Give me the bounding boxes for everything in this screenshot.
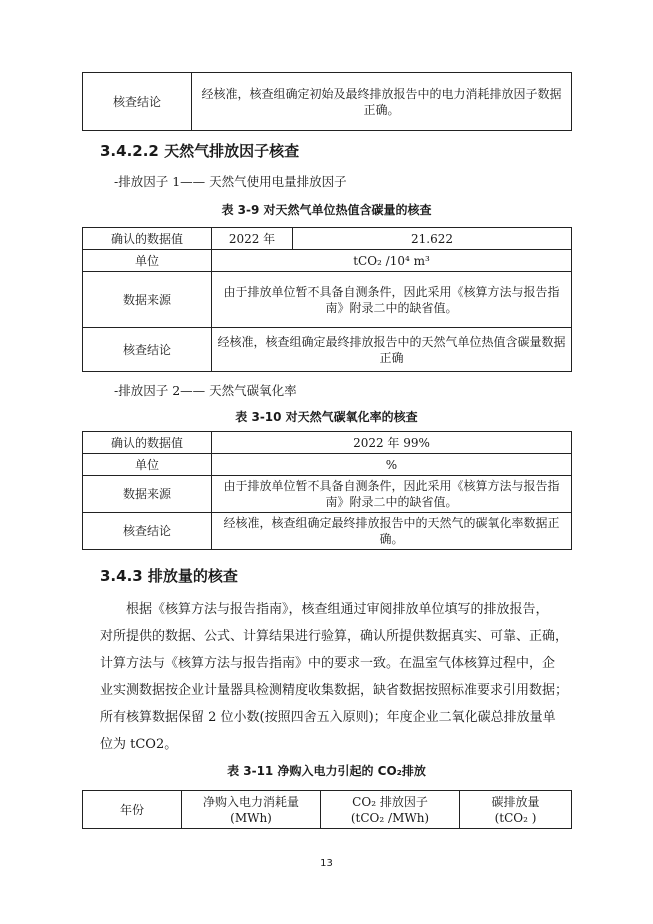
- paragraph-line: 位为 tCO2。: [100, 737, 178, 752]
- paragraph-line: 业实测数据按企业计量器具检测精度收集数据，缺省数据按照标准要求引用数据；: [100, 683, 569, 698]
- conclusion-cell: 经核准，核查组确定最终排放报告中的天然气的碳氧化率数据正确。: [212, 513, 572, 550]
- table-row: [83, 476, 572, 513]
- table-3-9: [82, 227, 572, 372]
- row-label: 数据来源: [83, 476, 212, 513]
- header-emission-factor: CO₂ 排放因子 (tCO₂ /MWh): [321, 791, 460, 829]
- conclusion-cell: 经核准，核查组确定最终排放报告中的天然气单位热值含碳量数据正确: [212, 328, 572, 372]
- row-label: 单位: [83, 454, 212, 476]
- row-label: 确认的数据值: [83, 228, 212, 250]
- header-consumption: 净购入电力消耗量 (MWh): [182, 791, 321, 829]
- table-row: [83, 513, 572, 550]
- unit-cell: tCO₂ /10⁴ m³: [212, 250, 572, 272]
- factor1-heading: -排放因子 1—— 天然气使用电量排放因子: [114, 174, 347, 189]
- year-cell: 2022 年: [212, 228, 293, 250]
- paragraph-line: 计算方法与《核算方法与报告指南》中的要求一致。在温室气体核算过程中，企: [100, 656, 556, 671]
- table-3-9-caption: 表 3-9 对天然气单位热值含碳量的核查: [221, 203, 432, 217]
- paragraph-line: 所有核算数据保留 2 位小数(按照四舍五入原则)；年度企业二氧化碳总排放量单: [100, 710, 556, 725]
- section-title-343: 3.4.3 排放量的核查: [100, 567, 238, 585]
- top-table-label: 核查结论: [83, 73, 192, 131]
- table-row: [83, 272, 572, 328]
- header-year: 年份: [83, 791, 182, 829]
- unit-cell: %: [212, 454, 572, 476]
- value-cell: 2022 年 99%: [212, 432, 572, 454]
- table-row: [83, 328, 572, 372]
- row-label: 核查结论: [83, 513, 212, 550]
- paragraph-line: 根据《核算方法与报告指南》，核查组通过审阅排放单位填写的排放报告，: [126, 602, 549, 617]
- value-cell: 21.622: [293, 228, 572, 250]
- table-3-11: [82, 790, 572, 829]
- section-title-3422: 3.4.2.2 天然气排放因子核查: [100, 142, 300, 160]
- source-cell: 由于排放单位暂不具备自测条件，因此采用《核算方法与报告指南》附录二中的缺省值。: [212, 476, 572, 513]
- paragraph-line: 对所提供的数据、公式、计算结果进行验算，确认所提供数据真实、可靠、正确，: [100, 629, 569, 644]
- row-label: 数据来源: [83, 272, 212, 328]
- table-3-11-caption: 表 3-11 净购入电力引起的 CO₂排放: [227, 764, 426, 778]
- source-cell: 由于排放单位暂不具备自测条件，因此采用《核算方法与报告指南》附录二中的缺省值。: [212, 272, 572, 328]
- page-number: 13: [320, 858, 333, 869]
- factor2-heading: -排放因子 2—— 天然气碳氧化率: [114, 383, 297, 398]
- body-paragraph: [100, 596, 580, 758]
- table-3-10-caption: 表 3-10 对天然气碳氧化率的核查: [235, 410, 418, 424]
- row-label: 核查结论: [83, 328, 212, 372]
- top-table-content: 经核准，核查组确定初始及最终排放报告中的电力消耗排放因子数据正确。: [192, 73, 572, 131]
- table-row: [83, 432, 572, 454]
- table-row: [83, 228, 572, 250]
- row-label: 确认的数据值: [83, 432, 212, 454]
- header-emissions: 碳排放量 (tCO₂ ): [460, 791, 572, 829]
- table-row: [83, 454, 572, 476]
- top-verification-table: [82, 72, 572, 131]
- row-label: 单位: [83, 250, 212, 272]
- table-3-10: [82, 431, 572, 550]
- table-row: [83, 250, 572, 272]
- table-header-row: [83, 791, 572, 829]
